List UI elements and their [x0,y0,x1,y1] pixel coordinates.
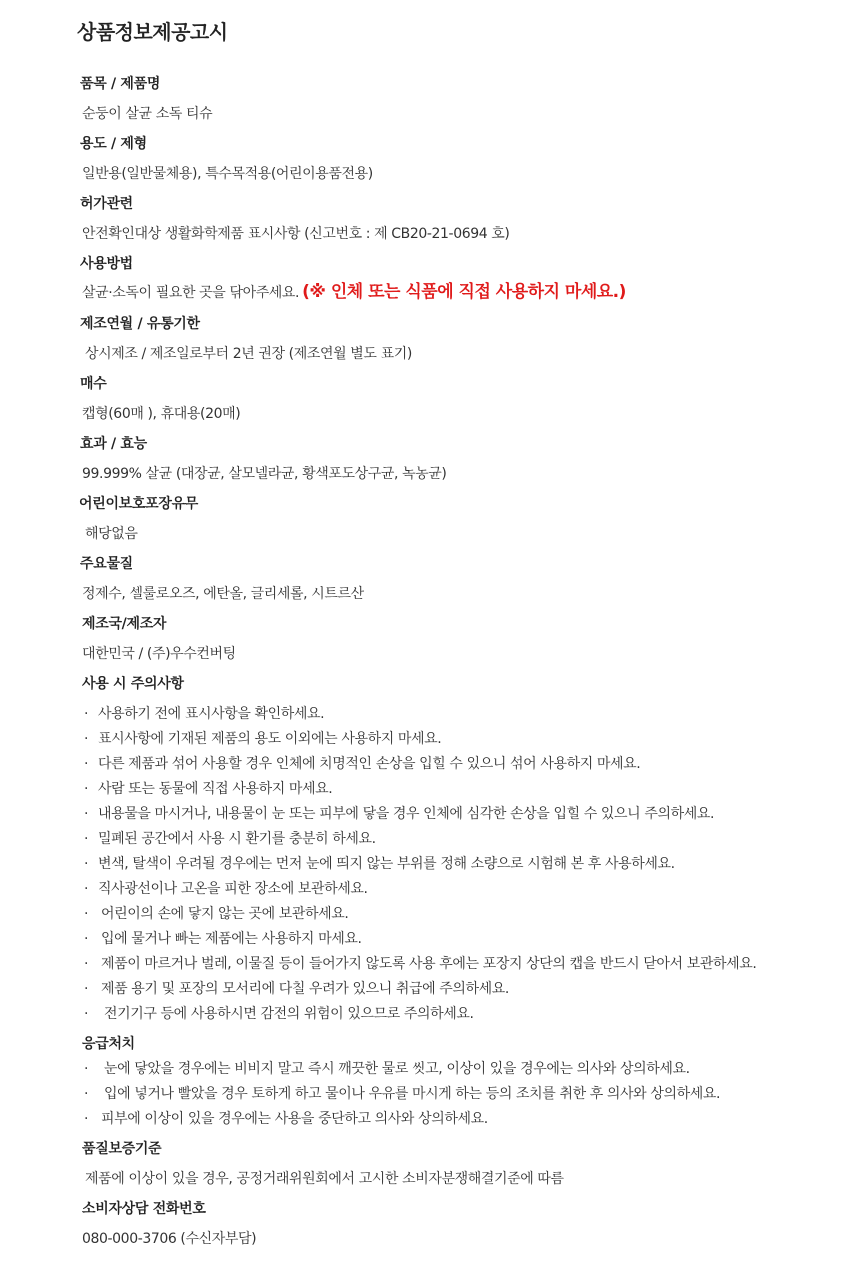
bullet-dot: · [84,906,89,922]
bullet-dot: · [84,781,89,797]
permit-heading: 허가관련 [80,196,133,212]
precaution-item: · 밀폐된 공간에서 사용 시 환기를 충분히 하세요. [84,831,376,847]
manufacturer-heading: 제조국/제조자 [82,616,167,632]
bullet-dot: · [84,981,89,997]
precaution-item: · 사람 또는 동물에 직접 사용하지 마세요. [84,781,333,797]
quality-heading: 품질보증기준 [82,1141,162,1157]
first-aid-heading: 응급처치 [82,1036,135,1052]
bullet-dot: · [84,756,89,772]
precautions-heading: 사용 시 주의사항 [82,676,184,692]
bullet-dot: · [84,1111,89,1127]
precaution-item: · 내용물을 마시거나, 내용물이 눈 또는 피부에 닿을 경우 인체에 심각한 손상을 입힐 수 있으니 주의하세요. [84,806,715,822]
effect-heading: 효과 / 효능 [80,436,147,452]
effect-value: 99.999% 살균 (대장균, 살모넬라균, 황색포도상구균, 녹농균) [82,466,447,482]
precaution-item: · 어린이의 손에 닿지 않는 곳에 보관하세요. [84,906,349,922]
manufacture-date-value: 상시제조 / 제조일로부터 2년 권장 (제조연월 별도 표기) [85,346,412,362]
bullet-dot: · [84,856,89,872]
contact-heading: 소비자상담 전화번호 [82,1201,206,1217]
precaution-item: · 입에 물거나 빠는 제품에는 사용하지 마세요. [84,931,362,947]
bullet-dot: · [84,1086,89,1102]
how-to-use-warning: (※ 인체 또는 식품에 직접 사용하지 마세요.) [302,282,626,302]
precaution-item: · 다른 제품과 섞어 사용할 경우 인체에 치명적인 손상을 입힐 수 있으니 섞어 사용하지 마세요. [84,756,641,772]
bullet-dot: · [84,1061,89,1077]
child-packaging-value: 해당없음 [85,526,138,542]
bullet-dot: · [84,831,89,847]
product-name-value: 순둥이 살균 소독 티슈 [82,106,213,122]
how-to-use-row [82,282,626,303]
ingredients-heading: 주요물질 [80,556,133,572]
precaution-item: · 직사광선이나 고온을 피한 장소에 보관하세요. [84,881,368,897]
sheet-count-heading: 매수 [80,376,107,392]
bullet-dot: · [84,731,89,747]
contact-value: 080-000-3706 (수신자부담) [82,1231,257,1247]
bullet-dot: · [84,1006,89,1022]
quality-value: 제품에 이상이 있을 경우, 공정거래위원회에서 고시한 소비자분쟁해결기준에 따름 [85,1171,564,1187]
first-aid-item: · 입에 넣거나 빨았을 경우 토하게 하고 물이나 우유를 마시게 하는 등의 조치를 취한 후 의사와 상의하세요. [84,1086,721,1102]
precaution-item: · 사용하기 전에 표시사항을 확인하세요. [84,706,325,722]
bullet-dot: · [84,706,89,722]
precaution-item: · 표시사항에 기재된 제품의 용도 이외에는 사용하지 마세요. [84,731,442,747]
manufacturer-value: 대한민국 / (주)우수컨버팅 [82,646,236,662]
ingredients-value: 정제수, 셀룰로오즈, 에탄올, 글리세롤, 시트르산 [82,586,364,602]
bullet-dot: · [84,881,89,897]
precaution-item: · 전기기구 등에 사용하시면 감전의 위험이 있으므로 주의하세요. [84,1006,474,1022]
first-aid-item: · 눈에 닿았을 경우에는 비비지 말고 즉시 깨끗한 물로 씻고, 이상이 있을 경우에는 의사와 상의하세요. [84,1061,690,1077]
sheet-count-value: 캡형(60매 ), 휴대용(20매) [82,406,241,422]
bullet-dot: · [84,806,89,822]
manufacture-date-heading: 제조연월 / 유통기한 [80,316,200,332]
precaution-item: · 제품 용기 및 포장의 모서리에 다칠 우려가 있으니 취급에 주의하세요. [84,981,509,997]
page-title: 상품정보제공고시 [77,20,228,44]
bullet-dot: · [84,931,89,947]
product-name-heading: 품목 / 제품명 [80,76,161,92]
precaution-item: · 제품이 마르거나 벌레, 이물질 등이 들어가지 않도록 사용 후에는 포장지 상단의 캡을 반드시 닫아서 보관하세요. [84,956,757,972]
permit-value: 안전확인대상 생활화학제품 표시사항 (신고번호 : 제 CB20-21-0694 호) [82,226,510,242]
usage-type-heading: 용도 / 제형 [80,136,147,152]
how-to-use-value: 살균·소독이 필요한 곳을 닦아주세요. [82,285,300,301]
how-to-use-heading: 사용방법 [80,256,133,272]
child-packaging-heading: 어린이보호포장유무 [79,496,199,512]
bullet-dot: · [84,956,89,972]
first-aid-item: · 피부에 이상이 있을 경우에는 사용을 중단하고 의사와 상의하세요. [84,1111,488,1127]
usage-type-value: 일반용(일반물체용), 특수목적용(어린이용품전용) [82,166,373,182]
precaution-item: · 변색, 탈색이 우려될 경우에는 먼저 눈에 띄지 않는 부위를 정해 소량으로 시험해 본 후 사용하세요. [84,856,675,872]
